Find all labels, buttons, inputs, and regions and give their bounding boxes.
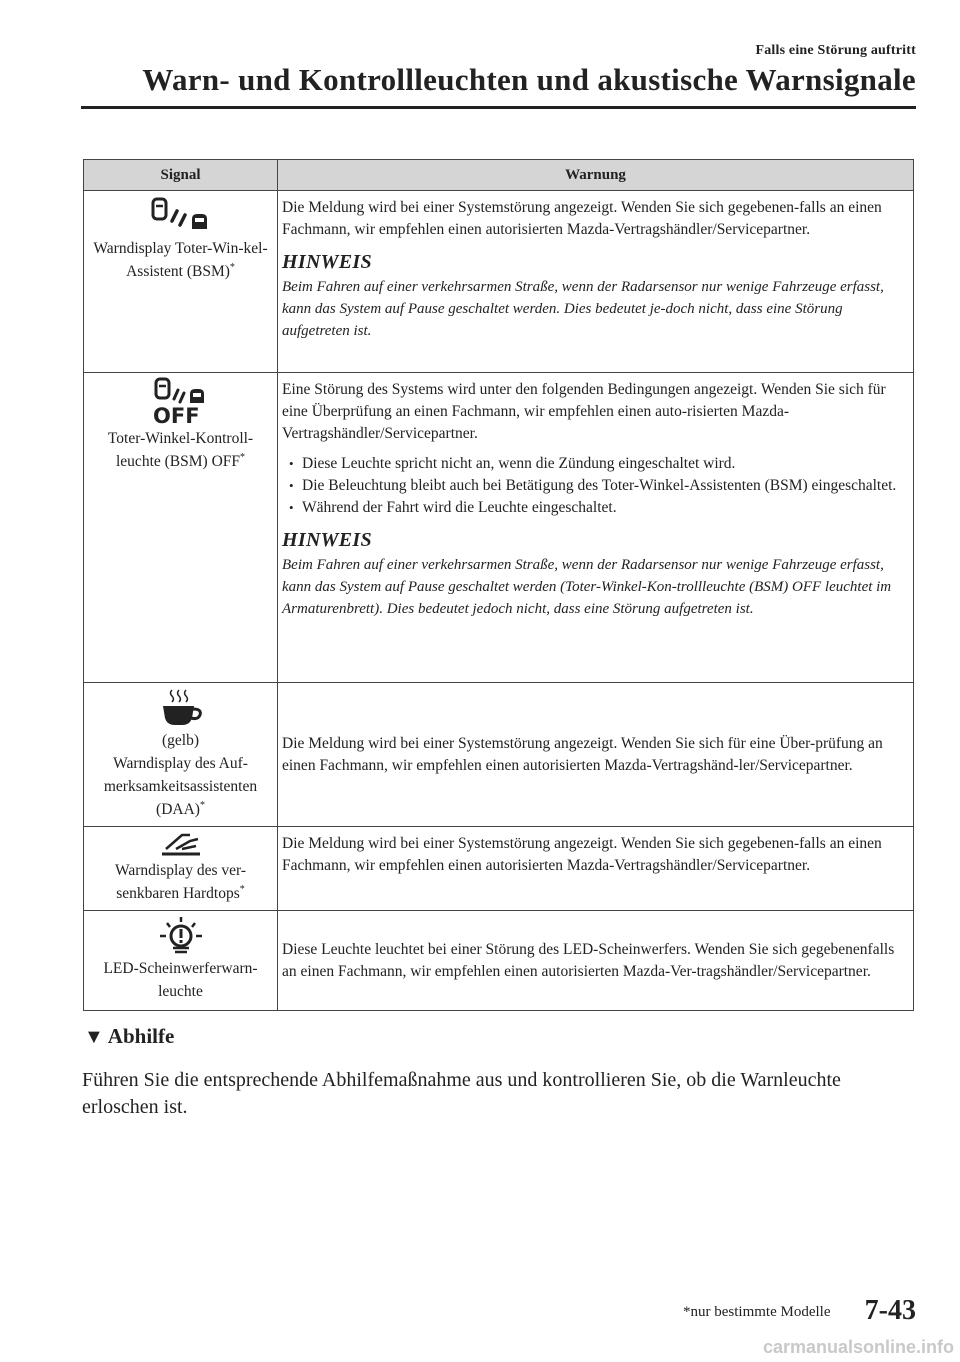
table-row — [84, 683, 914, 827]
triangle-down-icon: ▼ — [84, 1026, 104, 1048]
led-headlight-warning-icon — [155, 915, 207, 955]
warnung-text: Diese Leuchte leuchtet bei einer Störung des LED-Scheinwerfers. Wenden Sie sich gegebenenfalls an einen Fachmann, wir empfehlen einen autorisierten Mazda-Ver-tragshändler/Servicepartner. — [282, 940, 895, 980]
svg-text:OFF: OFF — [152, 404, 200, 425]
table-row — [84, 373, 914, 683]
warnung-cell — [278, 911, 914, 1011]
column-header-warnung: Warnung — [278, 160, 914, 191]
blind-spot-warning-icon — [150, 195, 212, 235]
warnung-text: Die Meldung wird bei einer Systemstörung angezeigt. Wenden Sie sich gegebenen-falls an einen Fachmann, wir empfehlen einen autorisierten Mazda-Vertragshändler/Servicepartner. — [282, 199, 882, 238]
condition-list — [282, 453, 909, 519]
watermark: carmanualsonline.info — [762, 1337, 954, 1357]
signal-cell — [84, 827, 278, 911]
header-divider — [81, 106, 916, 109]
signal-name: Warndisplay des Auf-merksamkeitsassistenten (DAA) — [103, 755, 258, 818]
abhilfe-text: Führen Sie die entsprechende Abhilfemaßnahme aus und kontrollieren Sie, ob die Warnleuchte erloschen ist. — [82, 1069, 841, 1118]
hinweis-heading: HINWEIS — [282, 529, 372, 551]
list-item: • Die Beleuchtung bleibt auch bei Betätigung des Toter-Winkel-Assistenten (BSM) eingeschaltet. — [282, 475, 909, 497]
abhilfe-title: Abhilfe — [107, 1024, 175, 1048]
footnote: *nur bestimmte Modelle — [683, 1304, 831, 1320]
list-item: • Diese Leuchte spricht nicht an, wenn die Zündung eingeschaltet wird. — [282, 453, 909, 475]
table-row — [84, 827, 914, 911]
warnung-text: Die Meldung wird bei einer Systemstörung angezeigt. Wenden Sie sich für eine Über-prüfung an einen Fachmann, wir empfehlen einen autorisierten Mazda-Vertragshänd-ler/Servicepartner. — [282, 734, 883, 774]
signal-cell — [84, 373, 278, 683]
table-row — [84, 191, 914, 373]
coffee-cup-icon — [156, 687, 206, 727]
warnung-cell — [278, 373, 914, 683]
signal-name: LED-Scheinwerferwarn-leuchte — [103, 960, 258, 1000]
footnote-mark: * — [240, 451, 245, 463]
signal-name: Warndisplay des ver-senkbaren Hardtops — [114, 862, 246, 902]
section-label: Falls eine Störung auftritt — [755, 43, 916, 58]
page-number: 7-43 — [864, 1295, 916, 1326]
retractable-hardtop-icon — [156, 831, 206, 857]
warning-table — [83, 159, 914, 1011]
blind-spot-off-icon — [150, 377, 212, 425]
hinweis-heading: HINWEIS — [282, 251, 372, 273]
signal-cell — [84, 683, 278, 827]
table-header-row — [84, 160, 914, 191]
warnung-cell — [278, 683, 914, 827]
footnote-mark: * — [199, 799, 205, 811]
column-header-signal: Signal — [84, 160, 278, 191]
list-item: • Während der Fahrt wird die Leuchte eingeschaltet. — [282, 497, 909, 519]
signal-cell — [84, 191, 278, 373]
footnote-mark: * — [239, 883, 245, 895]
warnung-text: Die Meldung wird bei einer Systemstörung angezeigt. Wenden Sie sich gegebenen-falls an einen Fachmann, wir empfehlen einen autorisierten Mazda-Vertragshändler/Servicepartner. — [282, 835, 882, 874]
page-title: Warn- und Kontrollleuchten und akustische Warnsignale — [142, 62, 916, 97]
abhilfe-heading — [84, 1024, 174, 1049]
warnung-text: Eine Störung des Systems wird unter den folgenden Bedingungen angezeigt. Wenden Sie sich für eine Überprüfung an einen Fachmann, wir empfehlen einen auto-risierten Mazda-Vertragshändler/Servicepartner. — [282, 381, 886, 442]
warnung-cell — [278, 191, 914, 373]
signal-name: Warndisplay Toter-Win-kel-Assistent (BSM) — [93, 240, 268, 280]
footnote-mark: * — [229, 261, 235, 273]
table-row — [84, 911, 914, 1011]
signal-name: Toter-Winkel-Kontroll-leuchte (BSM) OFF — [107, 430, 254, 470]
hinweis-text: Beim Fahren auf einer verkehrsarmen Straße, wenn der Radarsensor nur wenige Fahrzeuge erfasst, kann das System auf Pause geschaltet werden. Dies bedeutet je-doch nicht, dass eine Störung aufgetreten ist. — [282, 279, 884, 339]
hinweis-text: Beim Fahren auf einer verkehrsarmen Straße, wenn der Radarsensor nur wenige Fahrzeuge erfasst, kann das System auf Pause geschaltet werden (Toter-Winkel-Kon-trollleuchte (BSM) OFF leuchtet im Armaturenbrett). Dies bedeutet jedoch nicht, dass eine Störung aufgetreten ist. — [282, 557, 892, 617]
warnung-cell — [278, 827, 914, 911]
signal-color: (gelb) — [161, 732, 199, 749]
signal-cell — [84, 911, 278, 1011]
